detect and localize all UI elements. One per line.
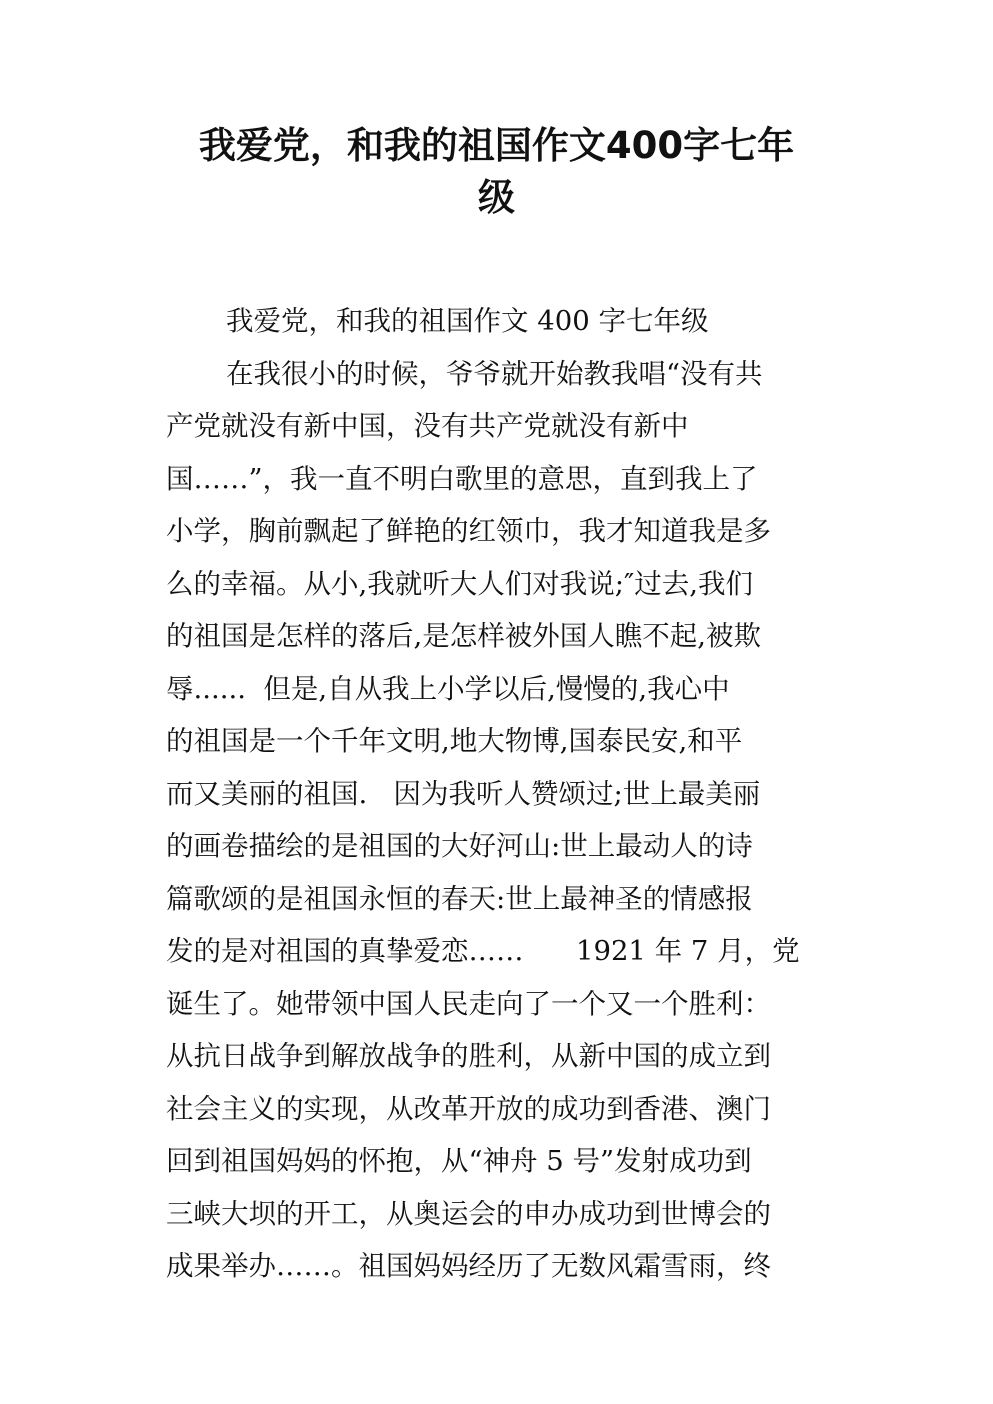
paragraph-line: 在我很小的时候，爷爷就开始教我唱“没有共 <box>226 357 763 390</box>
paragraph-line: 社会主义的实现，从改革开放的成功到香港、澳门 <box>166 1092 771 1125</box>
paragraph-line: 三峡大坝的开工，从奥运会的申办成功到世博会的 <box>166 1197 771 1230</box>
title-line-2: 级 <box>478 176 515 219</box>
paragraph-line: 从抗日战争到解放战争的胜利，从新中国的成立到 <box>166 1040 771 1072</box>
paragraph-line: 辱...... 但是,自从我上小学以后,慢慢的,我心中 <box>166 672 730 705</box>
essay-subtitle-line: 我爱党，和我的祖国作文 400 字七年级 <box>226 305 709 337</box>
paragraph-line: 回到祖国妈妈的怀抱，从“神舟 5 号”发射成功到 <box>166 1145 752 1177</box>
document-title <box>130 120 863 224</box>
paragraph-line: 小学，胸前飘起了鲜艳的红领巾，我才知道我是多 <box>166 515 771 547</box>
paragraph-line: 发的是对祖国的真挚爱恋…… 1921 年 7 月，党 <box>166 935 800 967</box>
paragraph-line: 诞生了。她带领中国人民走向了一个又一个胜利： <box>166 987 771 1020</box>
paragraph-line: 的祖国是一个千年文明,地大物博,国泰民安,和平 <box>166 725 743 757</box>
paragraph-line: 成果举办……。祖国妈妈经历了无数风霜雪雨，终 <box>166 1250 771 1282</box>
paragraph-line: 的祖国是怎样的落后,是怎样被外国人瞧不起,被欺 <box>166 620 761 652</box>
essay-body <box>166 295 836 1293</box>
paragraph-line: 产党就没有新中国，没有共产党就没有新中 <box>166 410 689 442</box>
paragraph-line: 而又美丽的祖国. 因为我听人赞颂过;世上最美丽 <box>166 777 761 810</box>
paragraph-line: 么的幸福。从小,我就听大人们对我说;″过去,我们 <box>166 567 754 600</box>
paragraph-line: 篇歌颂的是祖国永恒的春天:世上最神圣的情感报 <box>166 882 753 915</box>
paragraph-line: 的画卷描绘的是祖国的大好河山:世上最动人的诗 <box>166 830 753 862</box>
title-line-1: 我爱党，和我的祖国作文400字七年 <box>198 124 795 167</box>
paragraph-line: 国……”，我一直不明白歌里的意思，直到我上了 <box>166 462 758 495</box>
